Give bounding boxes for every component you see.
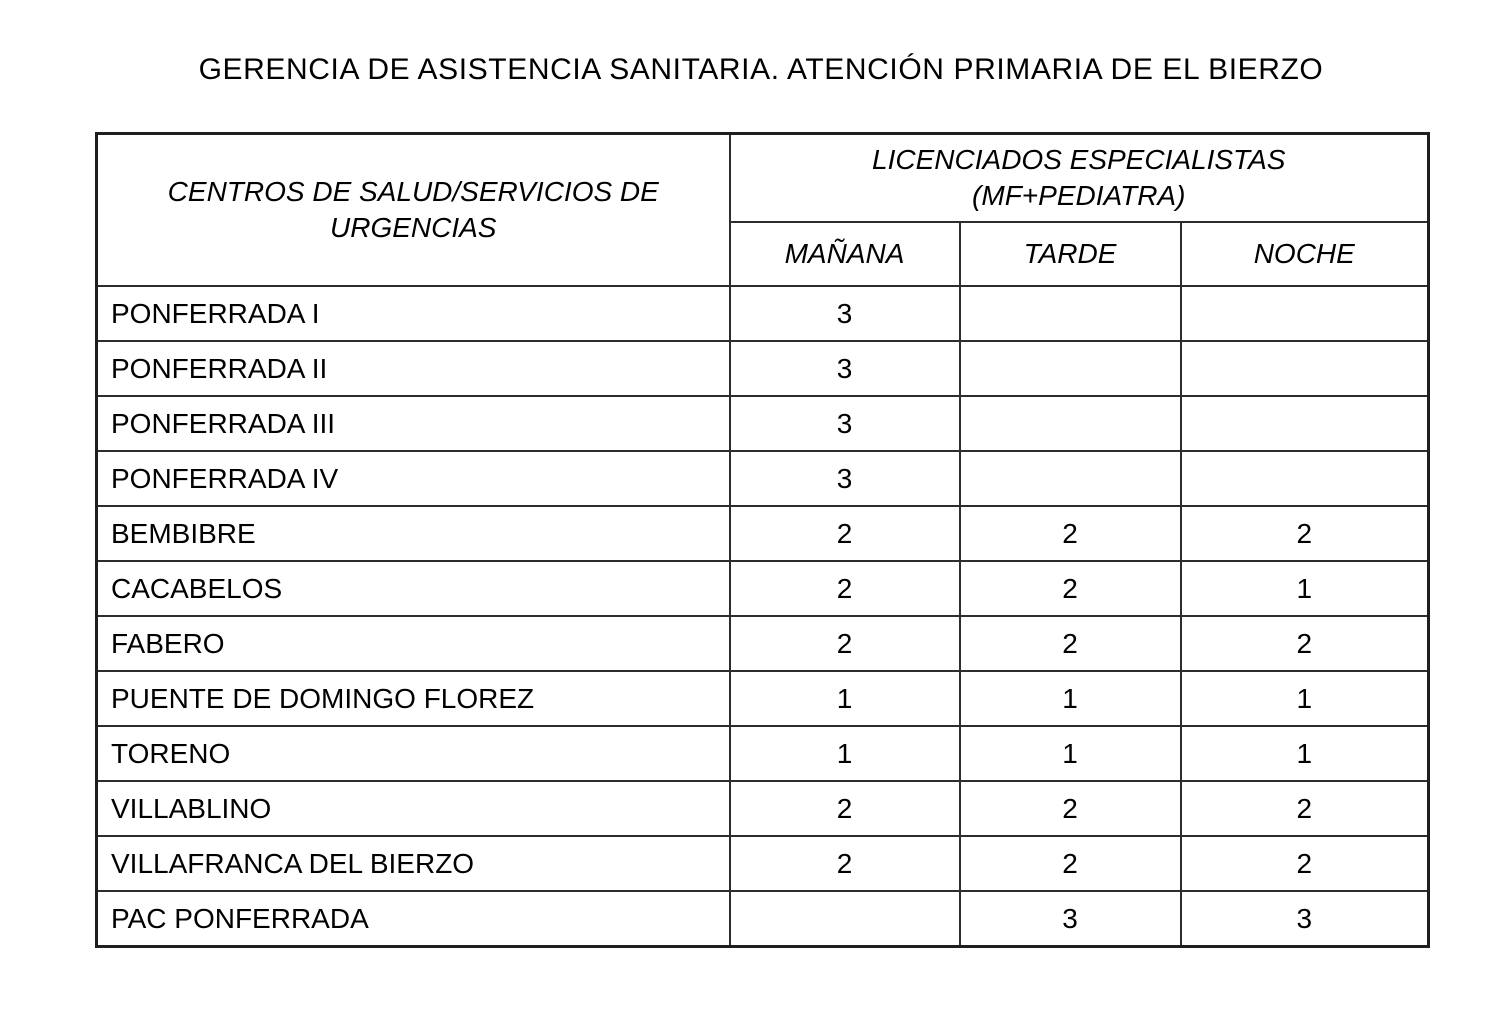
manana-count-cell: 2: [730, 561, 960, 616]
center-name-cell: VILLAFRANCA DEL BIERZO: [97, 836, 730, 891]
noche-count-cell: [1181, 341, 1429, 396]
manana-count-cell: 3: [730, 451, 960, 506]
tarde-count-cell: 2: [960, 561, 1181, 616]
manana-count-cell: 2: [730, 506, 960, 561]
table-row: [97, 836, 1429, 891]
manana-count-cell: 2: [730, 616, 960, 671]
header-manana: MAÑANA: [730, 222, 960, 286]
center-name-cell: PONFERRADA III: [97, 396, 730, 451]
header-row-group: [97, 134, 1429, 223]
table-row: [97, 781, 1429, 836]
table-row: [97, 891, 1429, 947]
table-row: [97, 451, 1429, 506]
manana-count-cell: 3: [730, 341, 960, 396]
tarde-count-cell: 3: [960, 891, 1181, 947]
center-name-cell: CACABELOS: [97, 561, 730, 616]
noche-count-cell: 2: [1181, 836, 1429, 891]
center-name-cell: VILLABLINO: [97, 781, 730, 836]
table-row: [97, 341, 1429, 396]
center-name-cell: PUENTE DE DOMINGO FLOREZ: [97, 671, 730, 726]
tarde-count-cell: 2: [960, 506, 1181, 561]
noche-count-cell: 3: [1181, 891, 1429, 947]
document-page: [0, 52, 1500, 1023]
tarde-count-cell: 1: [960, 726, 1181, 781]
table-row: [97, 396, 1429, 451]
table-body: [97, 286, 1429, 947]
header-noche: NOCHE: [1181, 222, 1429, 286]
tarde-count-cell: 1: [960, 671, 1181, 726]
noche-count-cell: 2: [1181, 506, 1429, 561]
center-name-cell: TORENO: [97, 726, 730, 781]
tarde-count-cell: 2: [960, 781, 1181, 836]
tarde-count-cell: 2: [960, 836, 1181, 891]
noche-count-cell: 1: [1181, 726, 1429, 781]
staffing-table: [95, 132, 1430, 948]
manana-count-cell: [730, 891, 960, 947]
tarde-count-cell: [960, 286, 1181, 341]
center-name-cell: PONFERRADA II: [97, 341, 730, 396]
tarde-count-cell: [960, 396, 1181, 451]
noche-count-cell: 1: [1181, 671, 1429, 726]
page-title: GERENCIA DE ASISTENCIA SANITARIA. ATENCIÓN PRIMARIA DE EL BIERZO: [198, 53, 1324, 86]
header-tarde: TARDE: [960, 222, 1181, 286]
table-row: [97, 726, 1429, 781]
noche-count-cell: 2: [1181, 616, 1429, 671]
table-row: [97, 561, 1429, 616]
tarde-count-cell: [960, 451, 1181, 506]
table-row: [97, 506, 1429, 561]
center-name-cell: PAC PONFERRADA: [97, 891, 730, 947]
center-name-cell: BEMBIBRE: [97, 506, 730, 561]
noche-count-cell: 2: [1181, 781, 1429, 836]
center-name-cell: PONFERRADA I: [97, 286, 730, 341]
header-licenciados-line1: LICENCIADOS ESPECIALISTAS: [872, 144, 1286, 175]
tarde-count-cell: [960, 341, 1181, 396]
noche-count-cell: [1181, 451, 1429, 506]
center-name-cell: PONFERRADA IV: [97, 451, 730, 506]
header-centros-de-salud: CENTROS DE SALUD/SERVICIOS DE URGENCIAS: [97, 134, 730, 287]
manana-count-cell: 3: [730, 286, 960, 341]
table-header: [97, 134, 1429, 287]
table-row: [97, 286, 1429, 341]
table-row: [97, 671, 1429, 726]
tarde-count-cell: 2: [960, 616, 1181, 671]
center-name-cell: FABERO: [97, 616, 730, 671]
manana-count-cell: 1: [730, 671, 960, 726]
noche-count-cell: [1181, 286, 1429, 341]
manana-count-cell: 1: [730, 726, 960, 781]
noche-count-cell: [1181, 396, 1429, 451]
manana-count-cell: 3: [730, 396, 960, 451]
header-licenciados-especialistas: [730, 134, 1429, 223]
header-licenciados-line2: (MF+PEDIATRA): [972, 180, 1186, 211]
table-row: [97, 616, 1429, 671]
manana-count-cell: 2: [730, 836, 960, 891]
noche-count-cell: 1: [1181, 561, 1429, 616]
manana-count-cell: 2: [730, 781, 960, 836]
